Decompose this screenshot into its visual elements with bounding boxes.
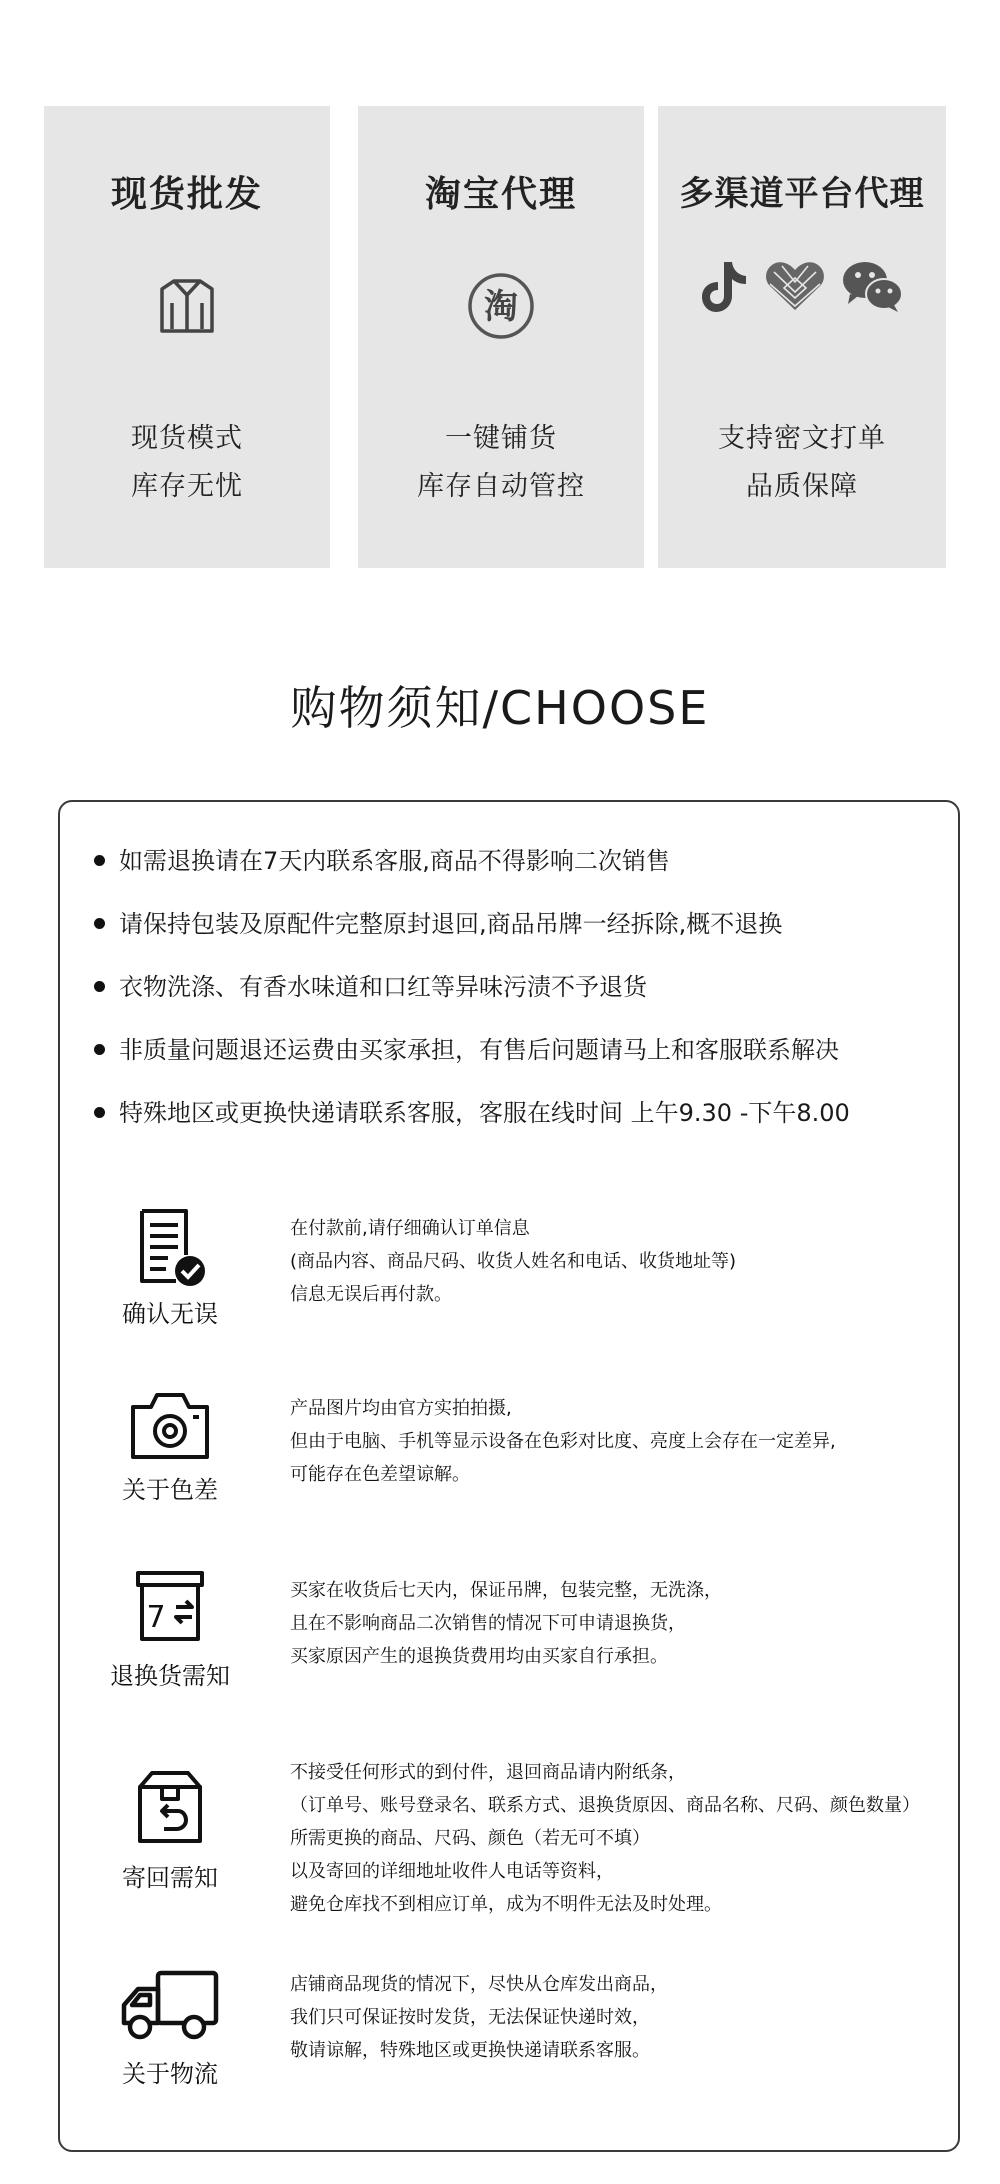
info-label: 退换货需知 — [110, 1662, 230, 1690]
seven-day-return-icon — [120, 1562, 220, 1652]
info-text: 店铺商品现货的情况下，尽快从仓库发出商品， 我们只可保证按时发货，无法保证快递时效， 敬请谅解，特殊地区或更换快递请联系客服。 — [290, 1974, 668, 2061]
info-label: 关于物流 — [122, 2060, 218, 2088]
return-box-icon — [120, 1762, 220, 1852]
info-label: 寄回需知 — [122, 1864, 218, 1892]
card-line-1: 一键铺货 — [445, 423, 557, 454]
bullet-icon — [94, 1107, 105, 1118]
bullet-icon — [94, 855, 105, 866]
checklist-icon — [120, 1202, 220, 1292]
card-line-1: 支持密文打单 — [718, 423, 886, 454]
card-line-2: 库存无忧 — [131, 471, 243, 502]
info-return-exchange — [80, 1562, 940, 1712]
card-line-2: 品质保障 — [746, 471, 858, 502]
rule-item: 特殊地区或更换快递请联系客服，客服在线时间 上午9.30 -下午8.00 — [94, 1093, 938, 1133]
shirt-icon — [152, 271, 222, 341]
svg-text:7: 7 — [146, 1600, 166, 1635]
card-taobao-agent — [358, 106, 644, 568]
card-icon-row — [44, 266, 330, 346]
card-line-1: 现货模式 — [131, 423, 243, 454]
card-icon-row — [658, 246, 946, 326]
rule-item: 请保持包装及原配件完整原封退回,商品吊牌一经拆除,概不退换 — [94, 904, 938, 944]
bullet-icon — [94, 981, 105, 992]
info-send-back — [80, 1762, 940, 1962]
info-text: 买家在收货后七天内，保证吊牌，包装完整，无洗涤， 且在不影响商品二次销售的情况下可申请退换货， 买家原因产生的退换货费用均由买家自行承担。 — [290, 1580, 722, 1667]
card-spot-wholesale — [44, 106, 330, 568]
shopping-notice-box — [58, 800, 960, 2152]
info-color-difference — [80, 1380, 940, 1530]
svg-text:淘: 淘 — [484, 287, 518, 327]
pinduoduo-heart-icon — [764, 258, 826, 314]
info-text: 不接受任何形式的到付件，退回商品请内附纸条， （订单号、账号登录名、联系方式、退换货原因、商品名称、尺码、颜色数量） 所需更换的商品、尺码、颜色（若无可不填） 以及寄回的详细地址收件人电话等资料， 避免仓库找不到相应订单，成为不明件无法及时处理。 — [290, 1762, 920, 1915]
section-heading: 购物须知/CHOOSE — [290, 681, 710, 735]
info-text: 产品图片均由官方实拍拍摄, 但由于电脑、手机等显示设备在色彩对比度、亮度上会存在一定差异, 可能存在色差望谅解。 — [290, 1398, 836, 1485]
card-line-2: 库存自动管控 — [417, 471, 585, 502]
card-title: 淘宝代理 — [424, 174, 577, 215]
rule-item: 衣物洗涤、有香水味道和口红等异味污渍不予退货 — [94, 967, 938, 1007]
card-title: 多渠道平台代理 — [679, 174, 925, 214]
camera-icon — [120, 1380, 220, 1470]
rule-item: 非质量问题退还运费由买家承担，有售后问题请马上和客服联系解决 — [94, 1030, 938, 1070]
info-logistics — [80, 1960, 940, 2110]
card-multi-channel-agent — [658, 106, 946, 568]
bullet-icon — [94, 1044, 105, 1055]
rule-item: 如需退换请在7天内联系客服,商品不得影响二次销售 — [94, 841, 938, 881]
taobao-icon — [464, 269, 538, 343]
info-label: 确认无误 — [122, 1300, 218, 1328]
info-confirm — [80, 1202, 940, 1352]
info-label: 关于色差 — [122, 1476, 218, 1504]
bullet-icon — [94, 918, 105, 929]
tiktok-icon — [700, 258, 750, 314]
info-text: 在付款前,请仔细确认订单信息 (商品内容、商品尺码、收货人姓名和电话、收货地址等) 信息无误后再付款。 — [290, 1218, 737, 1305]
wechat-icon — [840, 258, 904, 314]
truck-icon — [110, 1960, 230, 2050]
card-icon-row — [358, 266, 644, 346]
card-title: 现货批发 — [110, 174, 263, 215]
